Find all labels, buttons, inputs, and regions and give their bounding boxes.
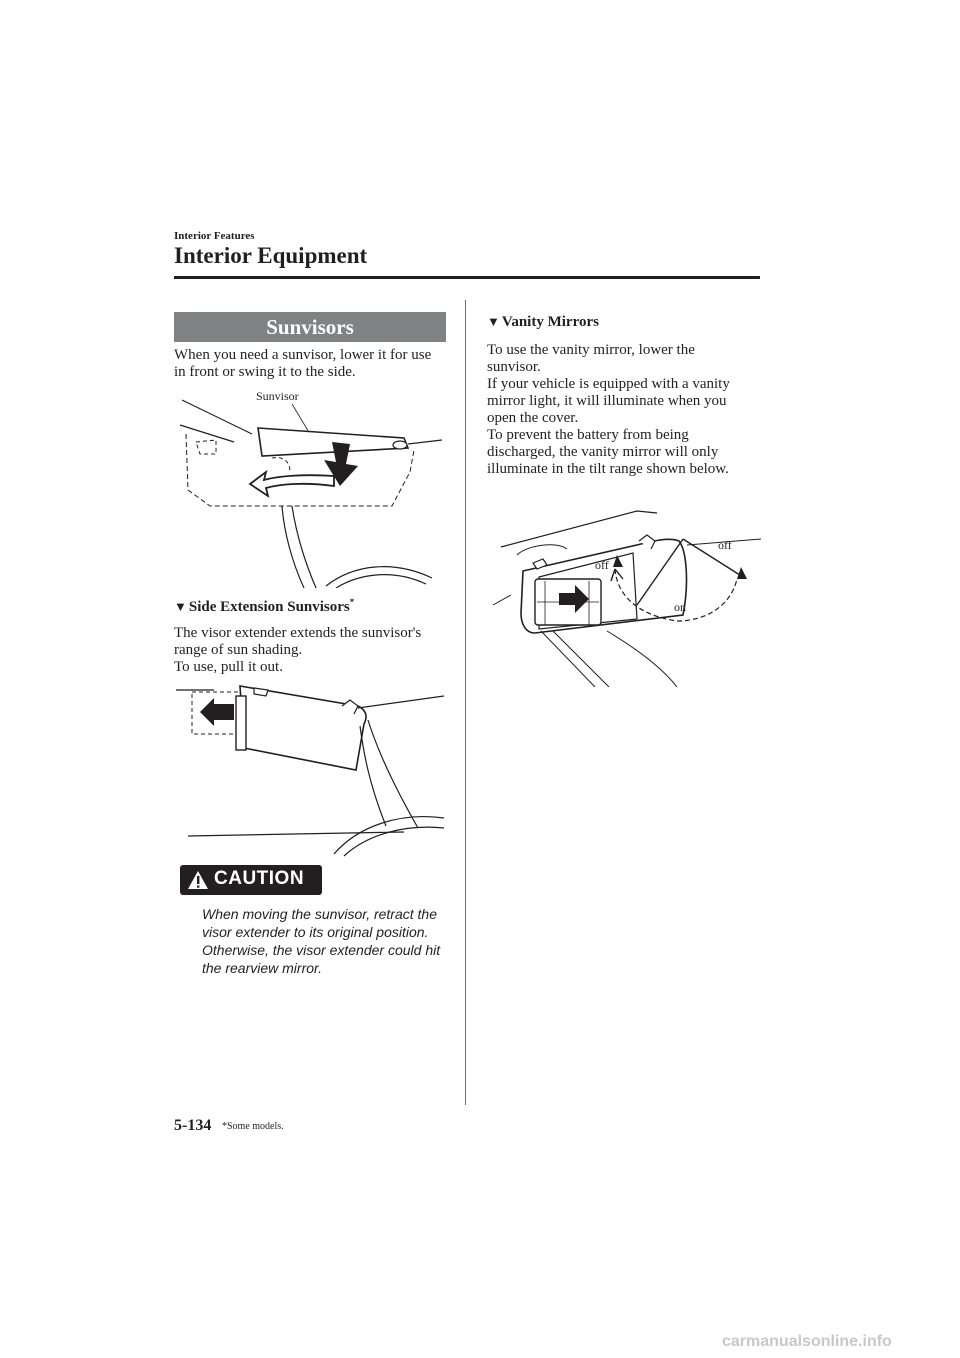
footnote-marker: *: [349, 597, 355, 607]
side-extension-text: [174, 625, 421, 676]
vanity-mirrors-heading-text: Vanity Mirrors: [501, 314, 599, 330]
off-label-left: off: [595, 558, 609, 572]
text-line: To use, pull it out.: [174, 659, 283, 675]
sunvisor-figure-label: Sunvisor: [256, 389, 299, 403]
side-extension-illustration: [174, 676, 446, 860]
section-label: Interior Features: [174, 230, 255, 242]
column-divider: [465, 300, 466, 1105]
text-line: To use the vanity mirror, lower the: [487, 342, 695, 358]
watermark[interactable]: carmanualsonline.info: [722, 1333, 892, 1350]
text-line: The visor extender extends the sunvisor's: [174, 625, 422, 641]
text-line: discharged, the vanity mirror will only: [487, 444, 719, 460]
side-extension-heading: [174, 597, 354, 616]
text-line: When moving the sunvisor, retract the: [202, 906, 437, 922]
sunvisor-illustration: [174, 382, 446, 588]
caution-body: [202, 905, 464, 977]
triangle-bullet-icon: ▼: [487, 314, 500, 329]
text-line: Otherwise, the visor extender could hit: [202, 942, 441, 958]
caution-label: CAUTION: [214, 868, 305, 889]
sunvisors-intro: [174, 347, 431, 381]
sunvisors-banner: Sunvisors: [174, 312, 446, 342]
on-label: on: [674, 600, 686, 614]
text-line: mirror light, it will illuminate when you: [487, 393, 727, 409]
text-line: illuminate in the tilt range shown below.: [487, 461, 729, 477]
text-line: the rearview mirror.: [202, 960, 323, 976]
vanity-mirrors-heading: [487, 314, 599, 331]
page-number: 5-134: [174, 1117, 212, 1134]
warning-triangle-icon: [186, 869, 210, 891]
page-title: Interior Equipment: [174, 243, 368, 268]
text-line: open the cover.: [487, 410, 579, 426]
text-line: To prevent the battery from being: [487, 427, 689, 443]
text-line: When you need a sunvisor, lower it for use: [174, 347, 432, 363]
triangle-bullet-icon: ▼: [174, 599, 187, 614]
vanity-mirrors-text: [487, 342, 730, 478]
footnote: *Some models.: [222, 1121, 284, 1132]
text-line: sunvisor.: [487, 359, 541, 375]
text-line: in front or swing it to the side.: [174, 364, 356, 380]
side-extension-heading-text: Side Extension Sunvisors: [188, 599, 350, 615]
off-label-right: off: [718, 538, 732, 552]
text-line: If your vehicle is equipped with a vanity: [487, 376, 730, 392]
text-line: visor extender to its original position.: [202, 924, 429, 940]
vanity-mirror-illustration: [487, 505, 761, 687]
title-rule: [174, 276, 760, 279]
text-line: range of sun shading.: [174, 642, 303, 658]
